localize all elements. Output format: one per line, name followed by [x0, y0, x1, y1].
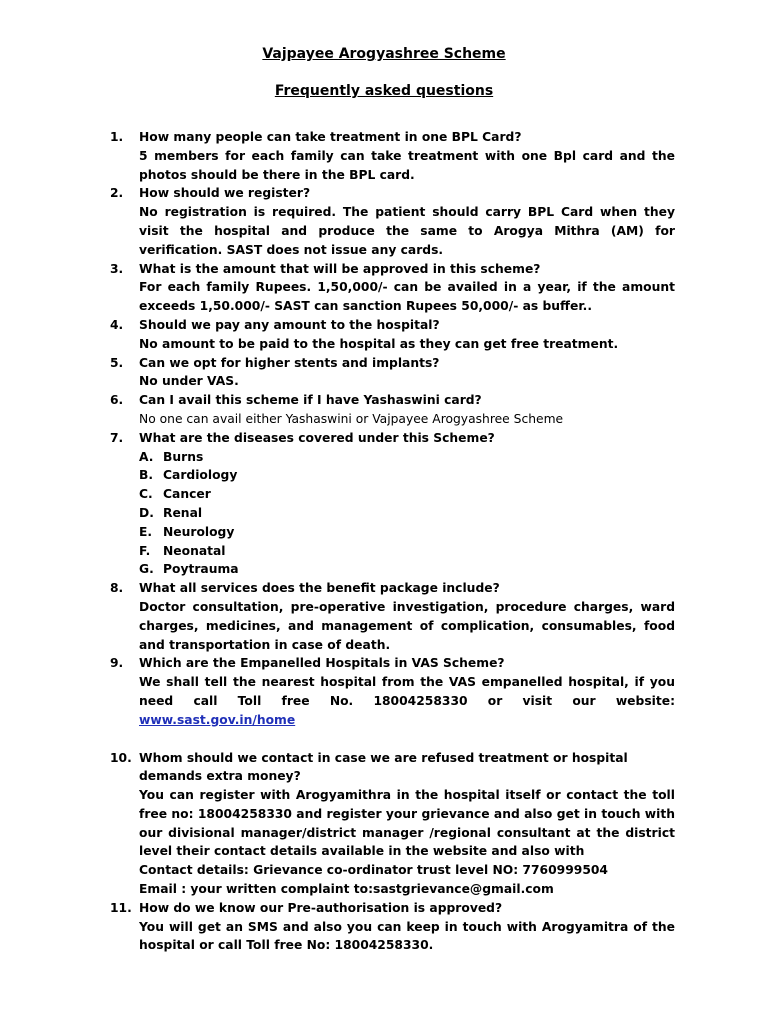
list-letter: C.	[139, 487, 153, 502]
faq-item	[110, 749, 675, 899]
faq-number: 5.	[110, 355, 124, 370]
faq-number: 4.	[110, 317, 124, 332]
faq-item	[110, 354, 675, 392]
faq-item	[110, 654, 675, 729]
faq-number: 9.	[110, 656, 124, 671]
faq-question: Should we pay any amount to the hospital?	[139, 317, 440, 332]
document-subtitle: Frequently asked questions	[274, 83, 494, 99]
faq-answer: No one can avail either Yashaswini or Vajpayee Arogyashree Scheme	[139, 411, 564, 426]
list-letter: D.	[139, 505, 154, 520]
faq-list	[0, 128, 768, 955]
list-letter: B.	[139, 468, 154, 483]
contact-email: Email : your written complaint to:sastgrievance@gmail.com	[139, 882, 554, 897]
faq-answer: 5 members for each family can take treatment with one Bpl card and the photos should be there in the BPL card.	[139, 148, 675, 182]
faq-answer: You will get an SMS and also you can keep in touch with Arogyamitra of the hospital or call Toll free No: 18004258330.	[139, 919, 675, 953]
list-letter: F.	[139, 543, 151, 558]
faq-item	[110, 316, 675, 354]
list-item	[139, 542, 675, 561]
faq-question: How do we know our Pre-authorisation is approved?	[139, 900, 503, 915]
faq-question: Whom should we contact in case we are refused treatment or hospital demands extra money?	[139, 750, 628, 784]
faq-answer: No under VAS.	[139, 374, 239, 389]
list-item	[139, 448, 675, 467]
faq-item	[110, 899, 675, 955]
faq-number: 10.	[110, 750, 132, 765]
faq-item	[110, 579, 675, 654]
faq-number: 3.	[110, 261, 124, 276]
faq-answer: No registration is required. The patient should carry BPL Card when they visit the hospital and produce the same to Arogya Mithra (AM) for verification. SAST does not issue any cards.	[139, 205, 675, 257]
faq-answer: Doctor consultation, pre-operative investigation, procedure charges, ward charges, medicines, and management of complication, consumables, food and transportation in case of death.	[139, 599, 675, 652]
list-letter: E.	[139, 524, 153, 539]
faq-item	[110, 391, 675, 429]
faq-question: What all services does the benefit package include?	[139, 581, 500, 596]
faq-item	[110, 128, 675, 184]
spacer	[0, 730, 768, 749]
faq-item	[110, 429, 675, 579]
faq-question: Can we opt for higher stents and implants?	[139, 355, 440, 370]
faq-question: Which are the Empanelled Hospitals in VAS Scheme?	[139, 656, 505, 671]
faq-number: 8.	[110, 581, 124, 596]
faq-number: 11.	[110, 900, 132, 915]
faq-question: Can I avail this scheme if I have Yashaswini card?	[139, 393, 482, 408]
faq-item	[110, 260, 675, 316]
disease-list	[139, 448, 675, 580]
faq-number: 2.	[110, 186, 124, 201]
faq-number: 1.	[110, 130, 124, 144]
faq-question: What are the diseases covered under this Scheme?	[139, 430, 495, 445]
list-letter: A.	[139, 449, 154, 464]
disease-name: Neonatal	[163, 543, 226, 558]
disease-name: Burns	[163, 449, 204, 464]
list-item	[139, 504, 675, 523]
faq-item	[110, 184, 675, 259]
website-link[interactable]: www.sast.gov.in/home	[139, 712, 296, 727]
faq-number: 6.	[110, 393, 124, 408]
disease-name: Poytrauma	[163, 562, 239, 577]
disease-name: Neurology	[163, 524, 235, 539]
list-item	[139, 560, 675, 579]
faq-question: How should we register?	[139, 186, 311, 201]
faq-number: 7.	[110, 430, 124, 445]
faq-answer: No amount to be paid to the hospital as they can get free treatment.	[139, 336, 619, 351]
document-title: Vajpayee Arogyashree Scheme	[262, 46, 506, 62]
disease-name: Renal	[163, 505, 203, 520]
list-item	[139, 523, 675, 542]
faq-answer: For each family Rupees. 1,50,000/- can be availed in a year, if the amount exceeds 1,50.000/- SAST can sanction Rupees 50,000/- as buffer..	[139, 280, 675, 314]
contact-details: Contact details: Grievance co-ordinator trust level NO: 7760999504	[139, 863, 608, 878]
faq-answer-text: We shall tell the nearest hospital from the VAS empanelled hospital, if you need call Toll free No. 18004258330 or visit our website:	[139, 675, 675, 708]
faq-answer	[139, 673, 675, 729]
disease-name: Cardiology	[163, 468, 238, 483]
list-letter: G.	[139, 562, 154, 577]
faq-question: How many people can take treatment in one BPL Card?	[139, 130, 522, 144]
faq-answer-text: You can register with Arogyamithra in the hospital itself or contact the toll free no: 18004258330 and register your grievance and also get in touch with our divisional manager/district manager /regional consultant at the district level their contact details available in the website and also with	[139, 788, 675, 859]
list-item	[139, 485, 675, 504]
faq-question: What is the amount that will be approved in this scheme?	[139, 261, 541, 276]
faq-answer	[139, 786, 675, 899]
list-item	[139, 466, 675, 485]
disease-name: Cancer	[163, 487, 211, 502]
